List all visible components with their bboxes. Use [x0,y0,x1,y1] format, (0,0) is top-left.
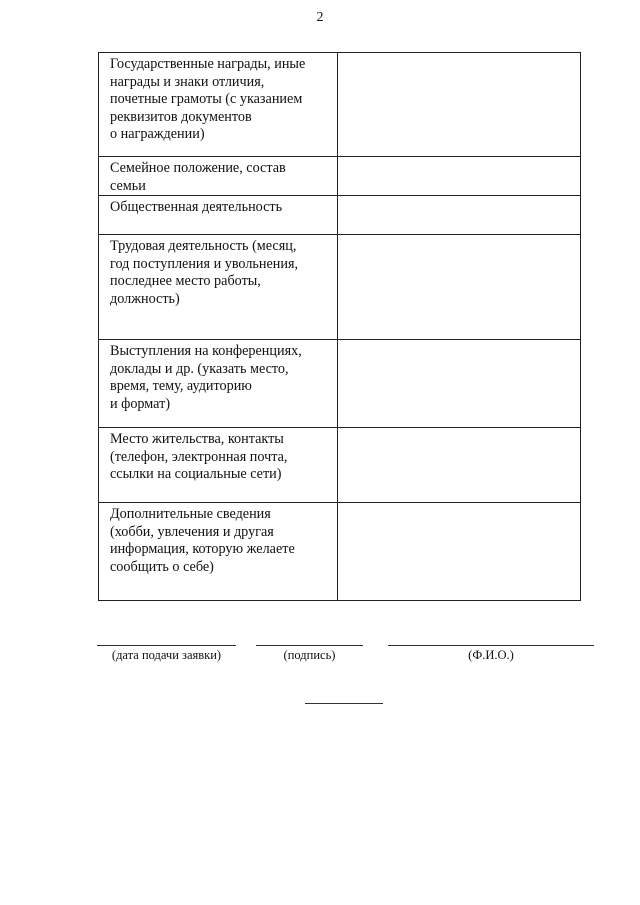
work-history-value-cell[interactable] [338,235,581,340]
work-history-label: Трудовая деятельность (месяц, год поступления и увольнения, последнее место работы, должность) [99,235,338,340]
public-activity-value-cell[interactable] [338,196,581,235]
family-status-value-cell[interactable] [338,157,581,196]
conference-talks-value-cell[interactable] [338,340,581,428]
conference-talks-label: Выступления на конференциях, доклады и др. (указать место, время, тему, аудиторию и формат) [99,340,338,428]
date-caption: (дата подачи заявки) [111,648,222,662]
sign-signature-block [256,645,363,663]
table-row [99,157,581,196]
residence-contacts-label: Место жительства, контакты (телефон, электронная почта, ссылки на социальные сети) [99,428,338,503]
table-row [99,340,581,428]
residence-contacts-value-cell[interactable] [338,428,581,503]
application-form-table [98,52,581,601]
page-number: 2 [316,10,324,25]
additional-info-value-cell[interactable] [338,503,581,601]
family-status-label: Семейное положение, состав семьи [99,157,338,196]
table-row [99,196,581,235]
table-row [99,428,581,503]
closing-divider [305,703,383,704]
public-activity-label: Общественная деятельность [99,196,338,235]
date-signature-block [97,645,236,663]
table-row [99,235,581,340]
awards-label: Государственные награды, иные награды и знаки отличия, почетные грамоты (с указанием реквизитов документов о награждении) [99,53,338,157]
sign-caption: (подпись) [283,648,336,662]
name-caption: (Ф.И.О.) [468,648,514,662]
awards-value-cell[interactable] [338,53,581,157]
table-row [99,53,581,157]
additional-info-label: Дополнительные сведения (хобби, увлечения и другая информация, которую желаете сообщить о себе) [99,503,338,601]
name-signature-block [388,645,594,663]
table-row [99,503,581,601]
